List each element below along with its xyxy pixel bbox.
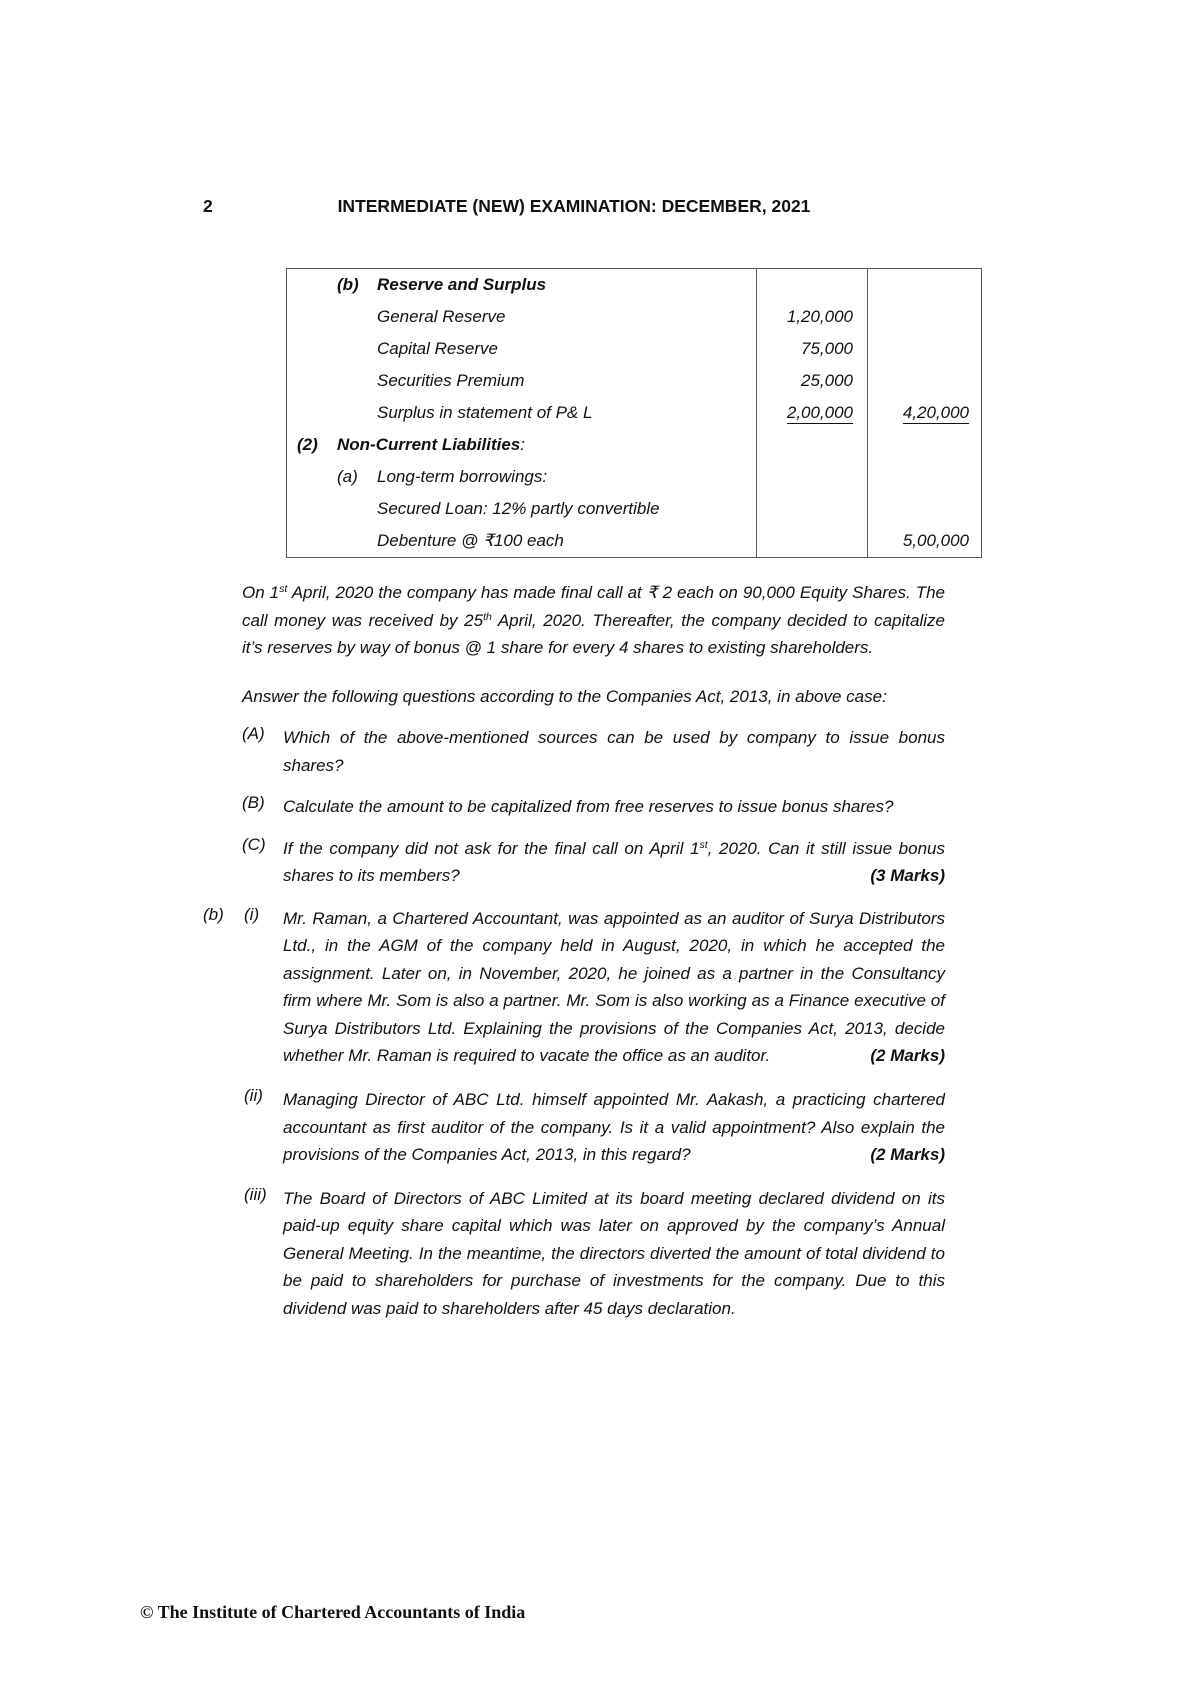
- table-row: [287, 493, 981, 525]
- row-prefix: (2): [297, 435, 318, 454]
- part-b-label: (b): [203, 904, 224, 924]
- question-b: [242, 793, 945, 821]
- table-row: [287, 461, 981, 493]
- amount-cell: 25,000: [756, 365, 867, 397]
- intro-text: April, 2020. Thereafter, the company decided to capitalize it’s reserves by way of bonus @ 1 share for every 4 shares to existing shareholders.: [242, 610, 945, 658]
- row-label: Non-Current Liabilities: [337, 435, 521, 454]
- amount-cell: [756, 493, 867, 525]
- question-label: (C): [242, 834, 266, 854]
- row-prefix: (b): [337, 275, 359, 294]
- marks-badge: (2 Marks): [870, 1145, 945, 1165]
- item-text-part: Mr. Raman, a Chartered Accountant, was appointed as an auditor of Surya Distributors Ltd., in the AGM of the company held in August, 2020, in which he accepted the assignment. Later on, in November, 2020, he joined as a partner in the Consultancy firm where Mr. Som is also a partner. Mr. Som is also working as a Finance executive of Surya Distributors Ltd. Explaining the provisions of the Companies Act, 2013, decide whether Mr. Raman is required to vacate the office as an auditor.: [283, 908, 945, 1066]
- question-c: [242, 835, 945, 890]
- table-row: [287, 269, 981, 301]
- intro-text: On 1: [242, 583, 280, 602]
- amount-cell: [867, 461, 981, 493]
- item-label: (iii): [244, 1184, 267, 1204]
- document-body: [203, 268, 969, 1322]
- item-text-part: Managing Director of ABC Ltd. himself appointed Mr. Aakash, a practicing chartered accountant as first auditor of the company. Is it a valid appointment? Also explain the provisions of the Companies Act, 2013, in this regard?: [283, 1089, 945, 1165]
- amount-cell: [867, 397, 981, 429]
- part-b-section: [203, 905, 945, 1322]
- amount-cell: [756, 525, 867, 557]
- superscript: st: [279, 583, 288, 595]
- row-label: General Reserve: [377, 307, 506, 326]
- amount-cell: [867, 493, 981, 525]
- amount-cell: 5,00,000: [867, 525, 981, 557]
- item-label: (i): [244, 904, 260, 924]
- page-number: 2: [203, 196, 213, 216]
- superscript: st: [699, 838, 708, 851]
- amount-cell: [867, 365, 981, 397]
- amount-cell: [756, 269, 867, 301]
- answer-instruction: Answer the following questions according to the Companies Act, 2013, in above case:: [242, 686, 887, 706]
- amount-cell: [867, 429, 981, 461]
- amount-cell: [756, 429, 867, 461]
- question-text-part: , 2020. Can it still issue bonus shares to its members?: [283, 838, 945, 886]
- row-label: Reserve and Surplus: [377, 275, 547, 294]
- amount-cell: 75,000: [756, 333, 867, 365]
- row-label-colon: :: [520, 435, 525, 454]
- row-label: Capital Reserve: [377, 339, 498, 358]
- question-label: (B): [242, 793, 265, 813]
- amount-underlined: 4,20,000: [902, 403, 969, 422]
- part-b-item-iii: [244, 1185, 945, 1323]
- item-text: The Board of Directors of ABC Limited at its board meeting declared dividend on its paid-up equity share capital which was later on approved by the company’s Annual General Meeting. In the meantime, the directors diverted the amount of total dividend to be paid to shareholders for purchase of investments for the company. Due to this dividend was paid to shareholders after 45 days declaration.: [283, 1188, 945, 1318]
- part-b-item-i: [244, 905, 945, 1070]
- item-text: [283, 1086, 945, 1169]
- question-label: (A): [242, 724, 265, 744]
- row-prefix: (a): [337, 467, 358, 486]
- amount-cell: [867, 269, 981, 301]
- question-text-part: If the company did not ask for the final call on April 1: [283, 838, 700, 858]
- amount-cell: [756, 461, 867, 493]
- intro-text: April, 2020 the company has made final call at ₹ 2 each on 90,000 Equity Shares. The call money was received by 25: [242, 583, 945, 630]
- row-label: Surplus in statement of P& L: [377, 403, 593, 422]
- row-label: Long-term borrowings:: [377, 467, 548, 486]
- table-row: [287, 301, 981, 333]
- table-row: [287, 365, 981, 397]
- table-row: [287, 397, 981, 429]
- question-text: Which of the above-mentioned sources can be used by company to issue bonus shares?: [283, 728, 945, 775]
- liabilities-table: [286, 268, 982, 558]
- marks-badge: (3 Marks): [870, 866, 945, 886]
- row-label: Secured Loan: 12% partly convertible: [377, 499, 660, 518]
- row-label: Securities Premium: [377, 371, 525, 390]
- table-row: [287, 429, 981, 461]
- amount-cell: 1,20,000: [756, 301, 867, 333]
- amount-cell: [756, 397, 867, 429]
- question-a: [242, 724, 945, 779]
- header-title: INTERMEDIATE (NEW) EXAMINATION: DECEMBER, 2021: [337, 196, 811, 216]
- item-label: (ii): [244, 1085, 263, 1105]
- table-row: [287, 333, 981, 365]
- amount-cell: [867, 301, 981, 333]
- marks-badge: (2 Marks): [870, 1046, 945, 1066]
- amount-cell: [867, 333, 981, 365]
- question-text: Calculate the amount to be capitalized from free reserves to issue bonus shares?: [283, 797, 894, 817]
- intro-paragraph: [242, 579, 945, 662]
- footer-copyright: © The Institute of Chartered Accountants of India: [140, 1602, 526, 1622]
- amount-underlined: 2,00,000: [786, 403, 853, 422]
- item-text: [283, 905, 945, 1070]
- table-row: [287, 525, 981, 557]
- part-b-item-ii: [244, 1086, 945, 1169]
- superscript: th: [483, 610, 492, 623]
- question-text: [283, 835, 945, 890]
- page-header: [203, 196, 945, 218]
- row-label: Debenture @ ₹100 each: [377, 531, 564, 550]
